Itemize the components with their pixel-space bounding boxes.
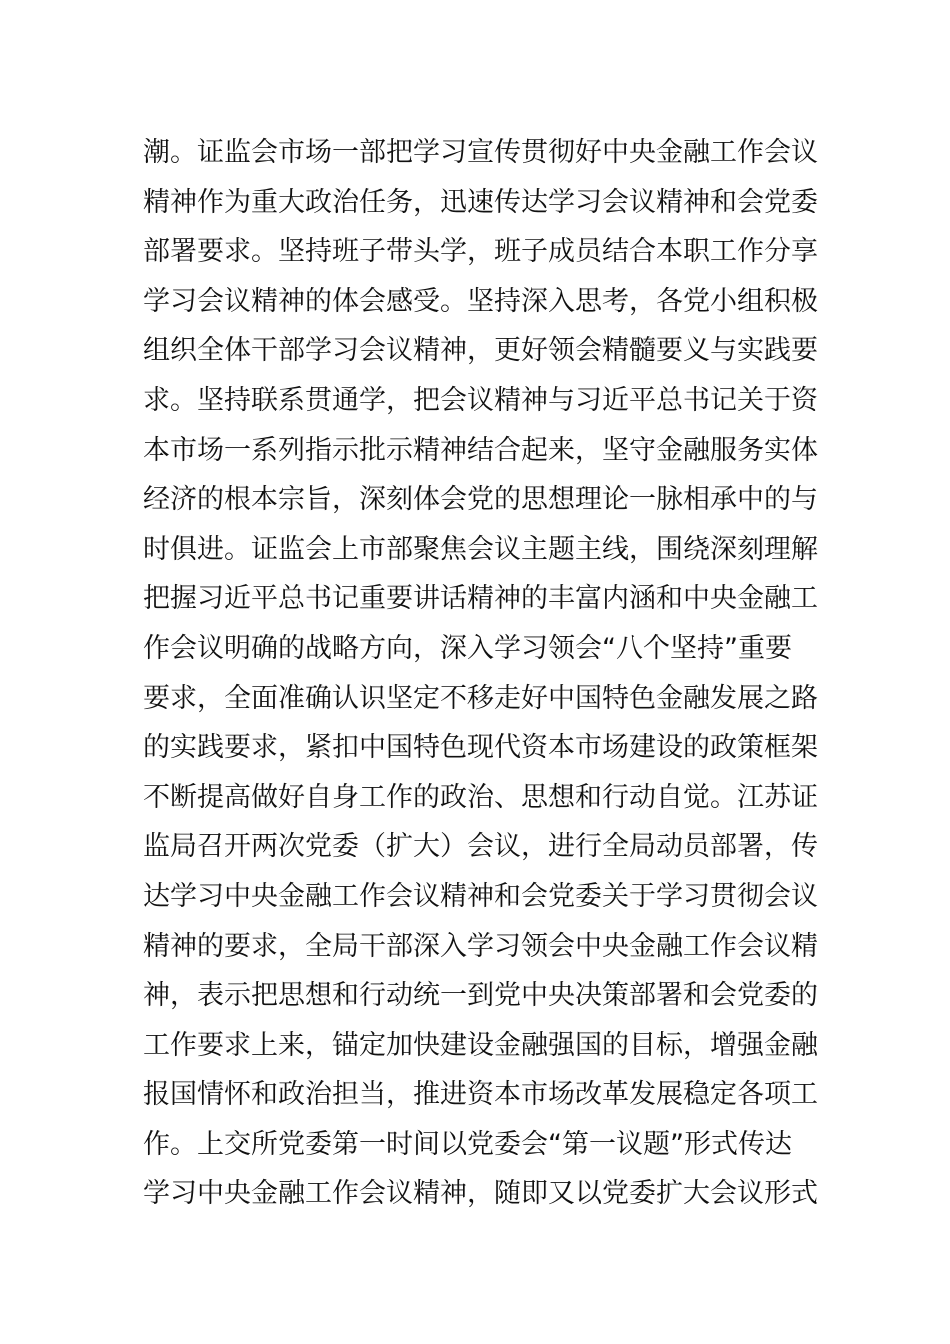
text-line: 作。上交所党委第一时间以党委会“第一议题”形式传达 [143, 1128, 792, 1160]
text-line: 求。坚持联系贯通学，把会议精神与习近平总书记关于资 [143, 384, 818, 416]
text-line: 本市场一系列指示批示精神结合起来，坚守金融服务实体 [143, 434, 818, 466]
text-line: 部署要求。坚持班子带头学，班子成员结合本职工作分享 [143, 236, 818, 268]
text-line: 监局召开两次党委（扩大）会议，进行全局动员部署，传 [143, 831, 818, 863]
text-line: 学习中央金融工作会议精神，随即又以党委扩大会议形式 [143, 1178, 818, 1210]
text-line: 组织全体干部学习会议精神，更好领会精髓要义与实践要 [143, 335, 818, 367]
text-line: 工作要求上来，锚定加快建设金融强国的目标，增强金融 [143, 1029, 818, 1061]
text-line: 经济的根本宗旨，深刻体会党的思想理论一脉相承中的与 [143, 484, 818, 516]
text-line: 潮。证监会市场一部把学习宣传贯彻好中央金融工作会议 [143, 137, 818, 168]
text-line: 要求，全面准确认识坚定不移走好中国特色金融发展之路 [143, 682, 818, 714]
text-line: 不断提高做好自身工作的政治、思想和行动自觉。江苏证 [143, 781, 818, 813]
body-paragraph [143, 128, 823, 1219]
text-line: 把握习近平总书记重要讲话精神的丰富内涵和中央金融工 [143, 583, 818, 615]
text-line: 精神的要求，全局干部深入学习领会中央金融工作会议精 [143, 930, 818, 962]
text-line: 达学习中央金融工作会议精神和会党委关于学习贯彻会议 [143, 880, 818, 912]
text-line: 神，表示把思想和行动统一到党中央决策部署和会党委的 [143, 980, 818, 1012]
text-line: 的实践要求，紧扣中国特色现代资本市场建设的政策框架 [143, 732, 818, 764]
text-line: 时俱进。证监会上市部聚焦会议主题主线，围绕深刻理解 [143, 533, 818, 565]
text-line: 作会议明确的战略方向，深入学习领会“八个坚持”重要 [143, 632, 792, 664]
text-line: 学习会议精神的体会感受。坚持深入思考，各党小组积极 [143, 285, 818, 317]
text-line: 报国情怀和政治担当，推进资本市场改革发展稳定各项工 [143, 1079, 818, 1111]
text-line: 精神作为重大政治任务，迅速传达学习会议精神和会党委 [143, 186, 818, 218]
